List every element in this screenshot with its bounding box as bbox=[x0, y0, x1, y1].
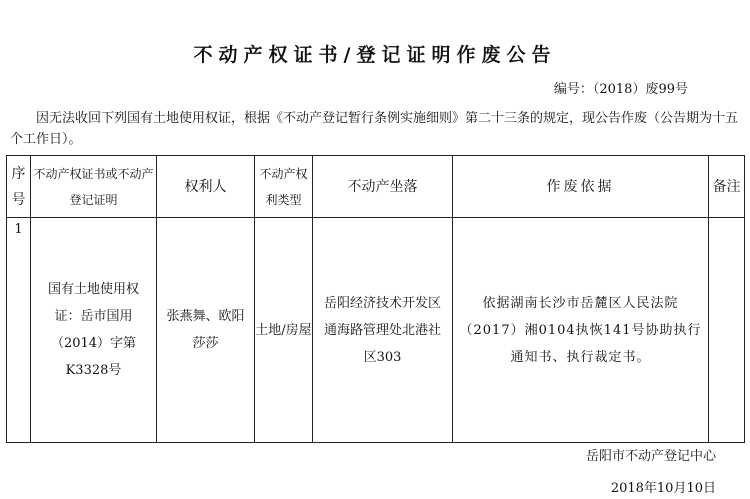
row-basis: 依据湖南长沙市岳麓区人民法院（2017）湘0104执恢141号协助执行通知书、执行裁定书。 bbox=[453, 218, 709, 443]
row-holder: 张燕舞、欧阳莎莎 bbox=[157, 218, 255, 443]
row-seq: 1 bbox=[7, 218, 31, 443]
table-row bbox=[7, 218, 745, 443]
row-location: 岳阳经济技术开发区通海路管理处北港社区303 bbox=[313, 218, 453, 443]
document-number: 编号：（2018）废99号 bbox=[553, 82, 688, 97]
header-seq: 序号 bbox=[7, 156, 31, 218]
intro-paragraph: 因无法收回下列国有土地使用权证，根据《不动产登记暂行条例实施细则》第二十三条的规定，现公告作废（公告期为十五个工作日）。 bbox=[10, 111, 739, 147]
row-type: 土地/房屋 bbox=[255, 218, 313, 443]
row-cert: 国有土地使用权证：岳市国用（2014）字第K3328号 bbox=[31, 218, 157, 443]
header-location: 不动产坐落 bbox=[313, 156, 453, 218]
notice-title: 不动产权证书/登记证明作废公告 bbox=[193, 44, 557, 66]
notice-table bbox=[6, 155, 745, 443]
header-holder: 权利人 bbox=[157, 156, 255, 218]
issue-date: 2018年10月10日 bbox=[610, 481, 716, 496]
issuer-name: 岳阳市不动产登记中心 bbox=[585, 449, 716, 464]
header-type: 不动产权利类型 bbox=[255, 156, 313, 218]
header-basis: 作废依据 bbox=[453, 156, 709, 218]
table-header-row bbox=[7, 156, 745, 218]
row-remark bbox=[709, 218, 745, 443]
header-cert: 不动产权证书或不动产登记证明 bbox=[31, 156, 157, 218]
header-remark: 备注 bbox=[709, 156, 745, 218]
